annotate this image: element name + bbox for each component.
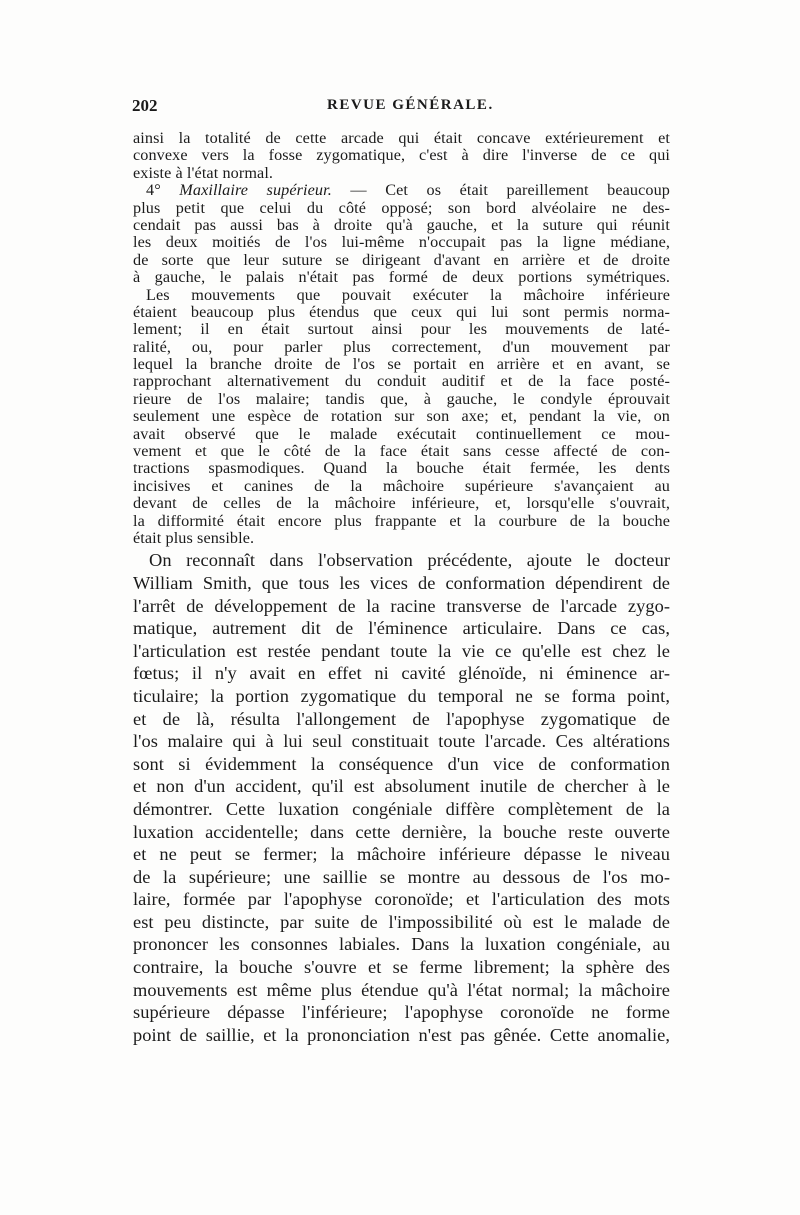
main-print-section xyxy=(133,549,670,1046)
page-header xyxy=(132,96,672,120)
text-line: la difformité était encore plus frappante et la courbure de la bouche xyxy=(133,512,670,530)
small-print-section xyxy=(133,130,670,547)
heading-number: 4° xyxy=(146,182,180,200)
text-line: matique, autrement dit de l'éminence articulaire. Dans ce cas, xyxy=(133,618,670,639)
text-line: de la supérieure; une saillie se montre au dessous de l'os mo- xyxy=(133,866,670,887)
page-number: 202 xyxy=(132,96,158,115)
text-line: laire, formée par l'apophyse coronoïde; et l'articulation des mots xyxy=(133,889,670,910)
text-line: existe à l'état normal. xyxy=(133,164,274,182)
text-line: incisives et canines de la mâchoire supérieure s'avançaient au xyxy=(133,477,670,495)
text-line: lequel la branche droite de l'os se portait en arrière et en avant, se xyxy=(133,356,670,374)
text-line: contraire, la bouche s'ouvre et se ferme librement; la sphère des xyxy=(133,957,670,978)
text-line: l'arrêt de développement de la racine transverse de l'arcade zygo- xyxy=(133,595,670,616)
section-heading-italic: Maxillaire supérieur. xyxy=(179,182,332,200)
text-line: point de saillie, et la prononciation n'est pas gênée. Cette anomalie, xyxy=(133,1024,670,1045)
text-line: et ne peut se fermer; la mâchoire inférieure dépasse le niveau xyxy=(133,844,670,865)
text-line: et non d'un accident, qu'il est absolument inutile de chercher à le xyxy=(133,776,670,797)
text-line: ralité, ou, pour parler plus correctement, d'un mouvement par xyxy=(133,338,670,356)
text-line: fœtus; il n'y avait en effet ni cavité glénoïde, ni éminence ar- xyxy=(133,663,670,684)
text-line-heading xyxy=(133,182,670,199)
text-line: devant de celles de la mâchoire inférieure, et, lorsqu'elle s'ouvrait, xyxy=(133,495,670,513)
text-line: On reconnaît dans l'observation précédente, ajoute le docteur xyxy=(149,550,670,571)
text-line: lement; il en était surtout ainsi pour les mouvements de laté- xyxy=(133,321,670,339)
text-line: tractions spasmodiques. Quand la bouche était fermée, les dents xyxy=(133,460,670,478)
text-line: vement et que le côté de la face était sans cesse affecté de con- xyxy=(133,443,670,461)
text-line: seulement une espèce de rotation sur son axe; et, pendant la vie, on xyxy=(133,408,670,426)
text-line: luxation accidentelle; dans cette dernière, la bouche reste ouverte xyxy=(133,821,670,842)
running-head: REVUE GÉNÉRALE. xyxy=(327,97,494,113)
text-line: supérieure dépasse l'inférieure; l'apophyse coronoïde ne forme xyxy=(133,1002,670,1023)
text-line: de sorte que leur suture se dirigeant d'avant en arrière et de droite xyxy=(133,251,670,269)
text-line: sont si évidemment la conséquence d'un vice de conformation xyxy=(133,753,670,774)
body-text xyxy=(133,130,670,1046)
text-line: l'os malaire qui à lui seul constituait toute l'arcade. Ces altérations xyxy=(133,731,670,752)
text-line: prononcer les consonnes labiales. Dans la luxation congéniale, au xyxy=(133,934,670,955)
text-line: cendait pas aussi bas à droite qu'à gauche, et la suture qui réunit xyxy=(133,216,670,234)
heading-line-rest: — Cet os était pareillement beaucoup xyxy=(331,182,670,200)
text-line: ticulaire; la portion zygomatique du temporal ne se forma point, xyxy=(133,685,670,706)
text-line: Les mouvements que pouvait exécuter la mâchoire inférieure xyxy=(146,286,670,304)
text-line: à gauche, le palais n'était pas formé de deux portions symétriques. xyxy=(133,269,670,287)
text-line: l'articulation est restée pendant toute la vie ce qu'elle est chez le xyxy=(133,640,670,661)
text-line: démontrer. Cette luxation congéniale diffère complètement de la xyxy=(133,798,670,819)
text-line: plus petit que celui du côté opposé; son bord alvéolaire ne des- xyxy=(133,199,670,217)
text-line: mouvements est même plus étendue qu'à l'état normal; la mâchoire xyxy=(133,979,670,1000)
text-line: les deux moitiés de l'os lui-même n'occupait pas la ligne médiane, xyxy=(133,234,670,252)
text-line: avait observé que le malade exécutait continuellement ce mou- xyxy=(133,425,670,443)
text-line: est peu distincte, par suite de l'impossibilité où est le malade de xyxy=(133,911,670,932)
text-line: et de là, résulta l'allongement de l'apophyse zygomatique de xyxy=(133,708,670,729)
text-line: rieure de l'os malaire; tandis que, à gauche, le condyle éprouvait xyxy=(133,390,670,408)
text-line: convexe vers la fosse zygomatique, c'est à dire l'inverse de ce qui xyxy=(133,147,670,165)
text-line: William Smith, que tous les vices de conformation dépendirent de xyxy=(133,572,670,593)
text-line: était plus sensible. xyxy=(133,529,255,547)
text-line: ainsi la totalité de cette arcade qui était concave extérieurement et xyxy=(133,130,670,147)
text-line: étaient beaucoup plus étendus que ceux qui lui sont permis norma- xyxy=(133,303,670,321)
text-line: rapprochant alternativement du conduit auditif et de la face posté- xyxy=(133,373,670,391)
